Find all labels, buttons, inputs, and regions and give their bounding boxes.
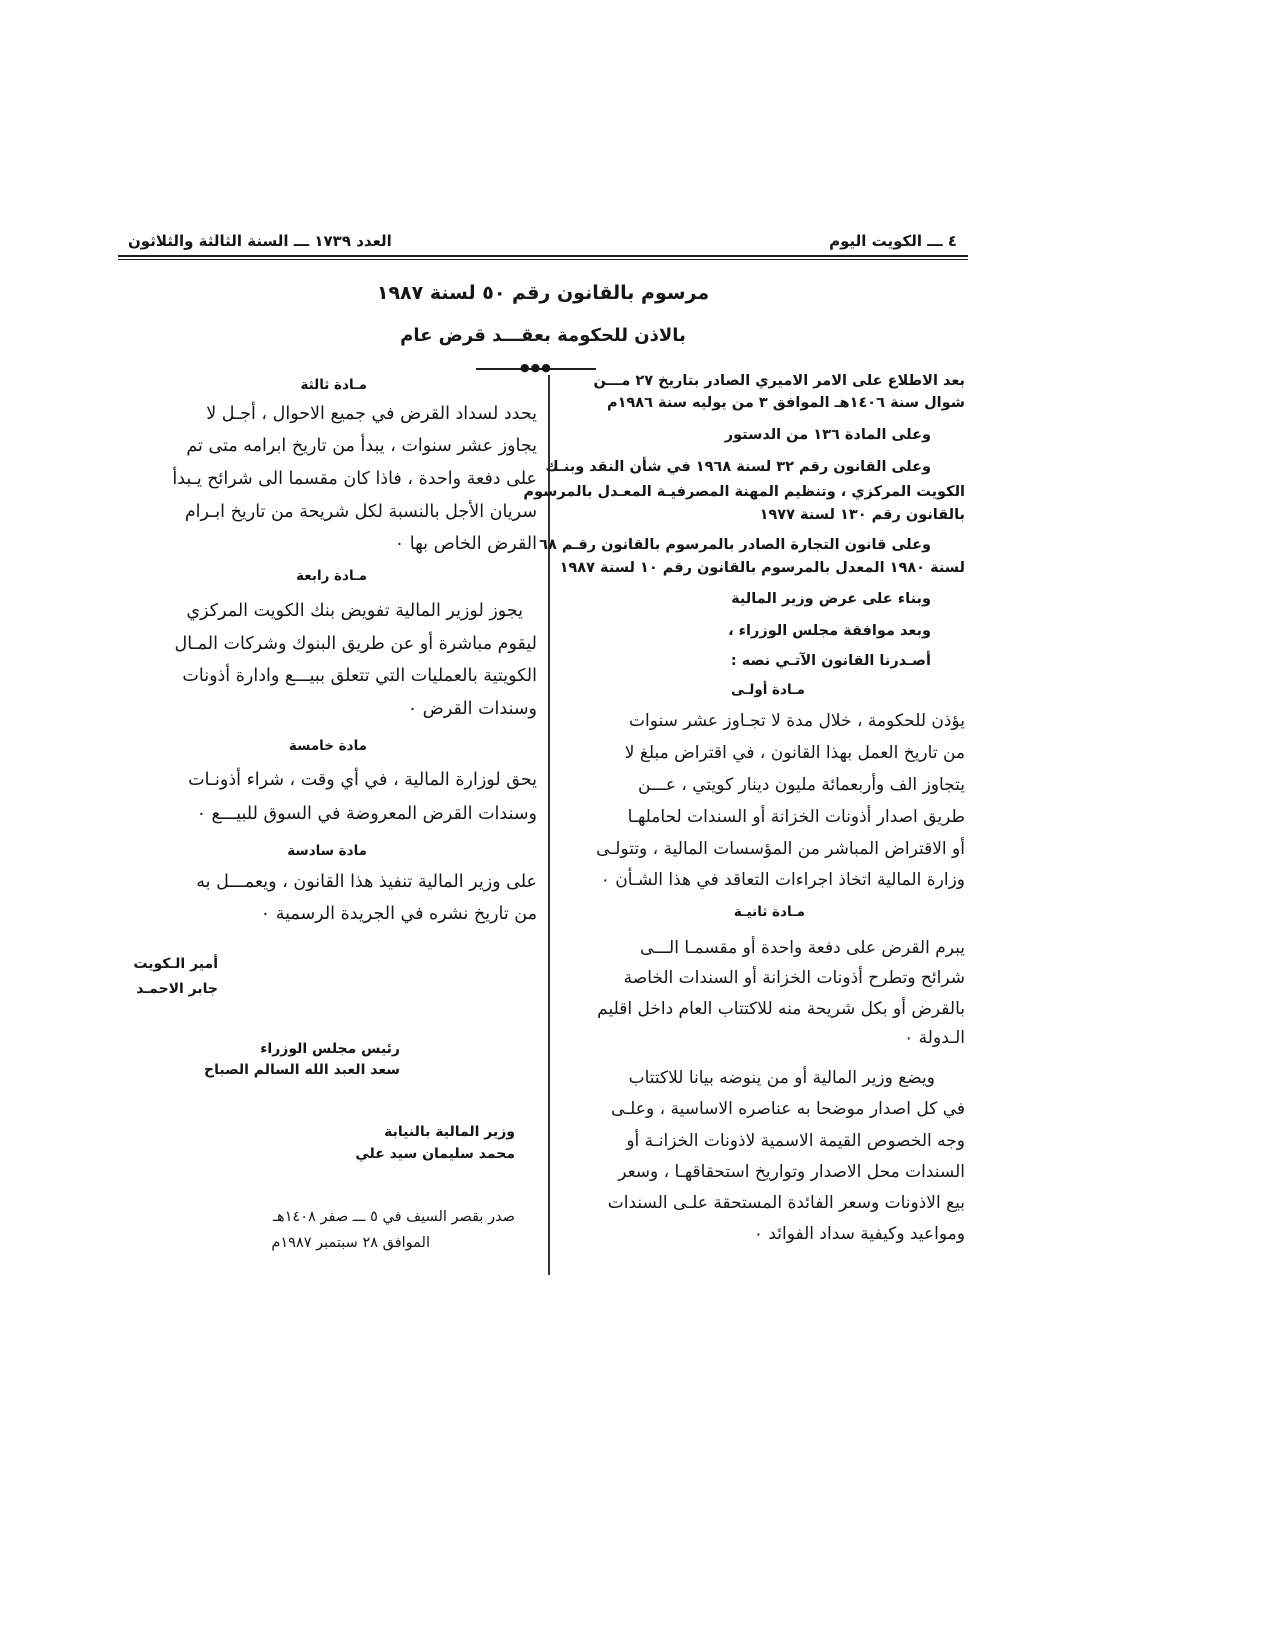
article-line: ليقوم مباشرة أو عن طريق البنوك وشركات المـال: [174, 634, 537, 654]
article-line: ومواعيد وكيفية سداد الفوائد ٠: [753, 1224, 965, 1244]
decree-subtitle: بالاذن للحكومة بعقـــد قرض عام: [400, 325, 686, 346]
article-line: بالقرض أو بكل شريحة منه للاكتتاب العام داخل اقليم: [597, 999, 965, 1019]
article-heading: مادة خامسة: [288, 738, 367, 754]
decree-title: مرسوم بالقانون رقم ٥٠ لسنة ١٩٨٧: [376, 282, 710, 304]
article-heading: مادة سادسة: [287, 843, 367, 859]
article-heading: مـادة ثانيـة: [733, 904, 805, 920]
article-line: وجه الخصوص القيمة الاسمية لاذونات الخزانـة أو: [626, 1131, 965, 1151]
article-line: يحدد لسداد القرض في جميع الاحوال ، أجـل لا: [206, 404, 537, 424]
article-line: طريق اصدار أذونات الخزانة أو السندات لحاملهـا: [627, 807, 965, 827]
fm-title: وزير المالية بالنيابة: [384, 1124, 515, 1140]
article-line: وزارة المالية اتخاذ اجراءات التعاقد في هذا الشـأن ٠: [600, 870, 965, 890]
article-heading: مـادة ثالثة: [300, 377, 367, 393]
header-rule: [118, 255, 968, 257]
running-header-issue: العدد ١٧٣٩ ـــ السنة الثالثة والثلاثون: [128, 232, 392, 250]
title-ornament-dots: ●●●: [520, 361, 552, 374]
preamble-line: بعد الاطلاع على الامر الاميري الصادر بتاريخ ٢٧ مـــن: [593, 373, 965, 389]
article-line: الـدولة ٠: [904, 1028, 965, 1048]
article-line: وسندات القرض المعروضة في السوق للبيـــع ٠: [196, 804, 537, 824]
article-line: يبرم القرض على دفعة واحدة أو مقسمـا الـــى: [639, 938, 965, 958]
preamble-line: الكويت المركزي ، وتنظيم المهنة المصرفيـة المعـدل بالمرسوم: [523, 484, 965, 500]
article-line: من تاريخ نشره في الجريدة الرسمية ٠: [260, 904, 537, 924]
fm-name: محمد سليمان سيد علي: [355, 1146, 515, 1162]
preamble-line: أصـدرنا القانون الآتـي نصه :: [730, 653, 931, 669]
article-line: على وزير المالية تنفيذ هذا القانون ، ويعمـــل به: [196, 872, 537, 892]
article-line: يتجاوز الف وأربعمائة مليون دينار كويتي ، عـــن: [637, 775, 965, 795]
article-line: يحق لوزارة المالية ، في أي وقت ، شراء أذونـات: [188, 770, 537, 790]
pm-title: رئيس مجلس الوزراء: [260, 1041, 400, 1057]
emir-title: أمير الـكويت: [133, 956, 218, 972]
article-line: على دفعة واحدة ، فاذا كان مقسما الى شرائح يـبدأ: [172, 469, 537, 489]
article-heading: مـادة رابعة: [296, 568, 367, 584]
article-line: يجوز لوزير المالية تفويض بنك الكويت المركزي: [186, 601, 523, 621]
article-line: يجاوز عشر سنوات ، يبدأ من تاريخ ابرامه متى تم: [186, 436, 537, 456]
article-line: الكويتية بالعمليات التي تتعلق ببيـــع وادارة أذونات: [182, 666, 537, 686]
article-line: سريان الأجل بالنسبة لكل شريحة من تاريخ ابـرام: [184, 502, 537, 522]
preamble-line: وعلى قانون التجارة الصادر بالمرسوم بالقانون رقـم ٦٨: [539, 537, 931, 553]
running-header-page-ref: ٤ ـــ الكويت اليوم: [829, 232, 957, 250]
preamble-line: بالقانون رقم ١٣٠ لسنة ١٩٧٧: [759, 507, 965, 523]
article-line: وسندات القرض ٠: [407, 699, 537, 719]
article-line: أو الاقتراض المباشر من المؤسسات المالية ، وتتولـى: [596, 839, 965, 859]
article-line: شرائح وتطرح أذونات الخزانة أو السندات الخاصة: [623, 968, 965, 988]
article-line: ويضع وزير المالية أو من ينوضه بيانا للاكتتاب: [628, 1068, 935, 1088]
issued-gregorian-date: الموافق ٢٨ سبتمبر ١٩٨٧م: [271, 1235, 430, 1251]
header-rule-thin: [118, 259, 968, 260]
article-line: القرض الخاص بها ٠: [394, 534, 537, 554]
article-line: بيع الاذونات وسعر الفائدة المستحقة علـى السندات: [607, 1193, 965, 1213]
preamble-line: لسنة ١٩٨٠ المعدل بالمرسوم بالقانون رقم ١٠ لسنة ١٩٨٧: [559, 560, 965, 576]
preamble-line: وعلى القانون رقم ٣٢ لسنة ١٩٦٨ في شأن النقد وبنـك: [545, 459, 931, 475]
preamble-line: وعلى المادة ١٣٦ من الدستور: [724, 427, 931, 443]
article-line: يؤذن للحكومة ، خلال مدة لا تجـاوز عشر سنوات: [629, 711, 965, 731]
preamble-line: وبعد موافقة مجلس الوزراء ،: [728, 623, 931, 639]
column-divider: [548, 375, 550, 1275]
emir-name: جابر الاحمـد: [136, 981, 218, 997]
article-heading: مـادة أولـى: [731, 682, 805, 698]
pm-name: سعد العبد الله السالم الصباح: [204, 1062, 400, 1078]
article-line: من تاريخ العمل بهذا القانون ، في اقتراض مبلغ لا: [624, 743, 965, 763]
preamble-line: شوال سنة ١٤٠٦هـ الموافق ٣ من يوليه سنة ١٩٨٦م: [606, 395, 965, 411]
article-line: السندات محل الاصدار وتواريخ استحقاقهـا ، وسعر: [618, 1162, 965, 1182]
issued-place-date: صدر بقصر السيف في ٥ ـــ صفر ١٤٠٨هـ: [272, 1209, 515, 1225]
article-line: في كل اصدار موضحا به عناصره الاساسية ، وعلـى: [611, 1099, 965, 1119]
preamble-line: وبناء على عرض وزير المالية: [731, 591, 931, 607]
